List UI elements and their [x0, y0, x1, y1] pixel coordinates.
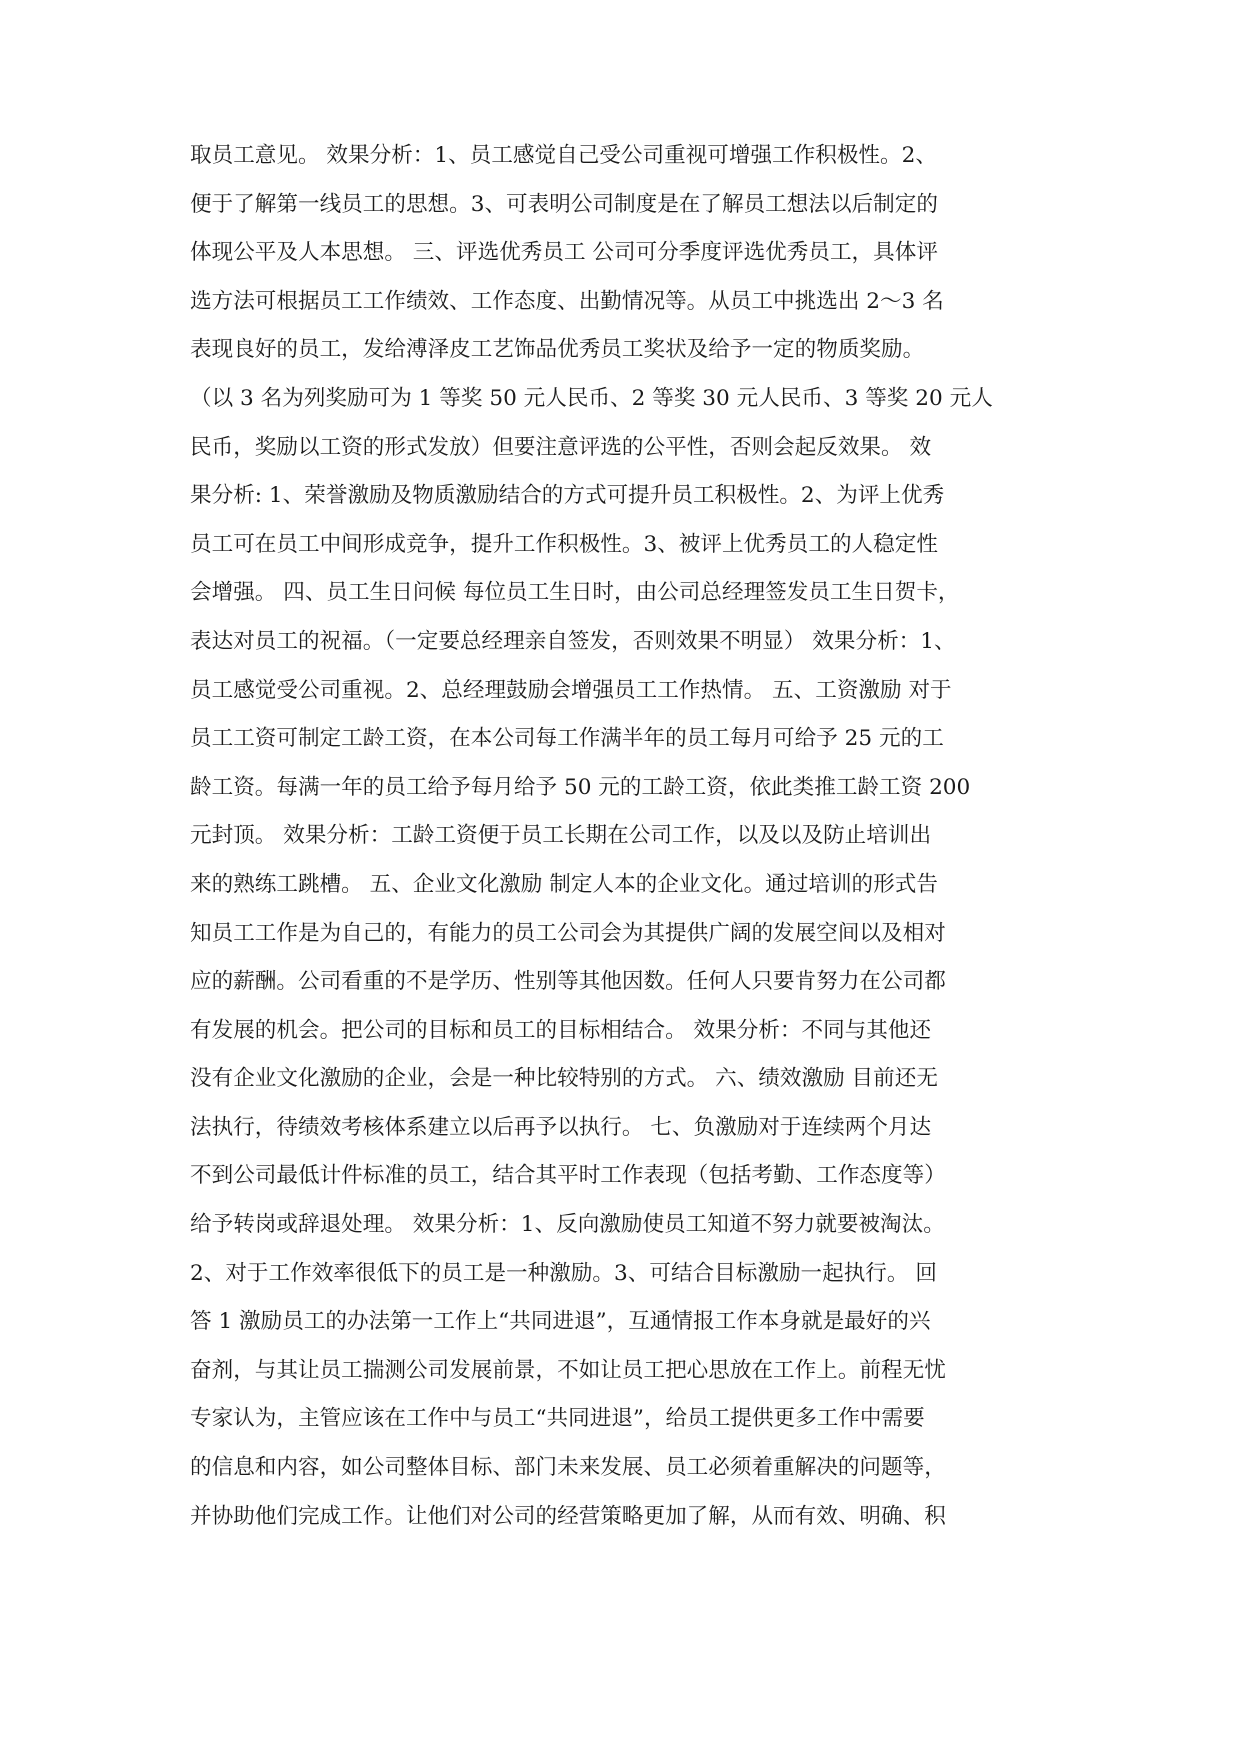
text-line: 表现良好的员工，发给溥泽皮工艺饰品优秀员工奖状及给予一定的物质奖励。	[190, 337, 925, 363]
text-line: 不到公司最低计件标准的员工，结合其平时工作表现（包括考勤、工作态度等）	[190, 1163, 946, 1189]
text-line: 员工可在员工中间形成竞争，提升工作积极性。3、被评上优秀员工的人稳定性	[190, 531, 938, 557]
body-text	[190, 132, 1070, 1541]
text-line: 表达对员工的祝福。（一定要总经理亲自签发，否则效果不明显） 效果分析：1、	[190, 628, 956, 654]
text-line: 法执行，待绩效考核体系建立以后再予以执行。 七、负激励对于连续两个月达	[190, 1114, 932, 1140]
text-line: 答 1 激励员工的办法第一工作上“共同进退”，互通情报工作本身就是最好的兴	[190, 1309, 931, 1335]
text-line: 取员工意见。 效果分析：1、员工感觉自己受公司重视可增强工作积极性。2、	[190, 143, 937, 168]
text-line: 便于了解第一线员工的思想。3、可表明公司制度是在了解员工想法以后制定的	[190, 191, 938, 217]
text-line: 元封顶。 效果分析：工龄工资便于员工长期在公司工作，以及以及防止培训出	[190, 823, 932, 849]
text-line: 给予转岗或辞退处理。 效果分析：1、反向激励使员工知道不努力就要被淘汰。	[190, 1212, 945, 1238]
text-line: 应的薪酬。公司看重的不是学历、性别等其他因数。任何人只要肯努力在公司都	[190, 969, 946, 995]
text-line: 民币，奖励以工资的形式发放）但要注意评选的公平性，否则会起反效果。 效	[190, 434, 932, 460]
text-line: 专家认为，主管应该在工作中与员工“共同进退”，给员工提供更多工作中需要	[190, 1406, 925, 1432]
text-line: 龄工资。每满一年的员工给予每月给予 50 元的工龄工资，依此类推工龄工资 200	[190, 774, 971, 800]
text-line: （以 3 名为列奖励可为 1 等奖 50 元人民币、2 等奖 30 元人民币、3 等奖 20 元人	[190, 385, 993, 411]
text-line: 并协助他们完成工作。让他们对公司的经营策略更加了解，从而有效、明确、积	[190, 1503, 946, 1529]
text-line: 有发展的机会。把公司的目标和员工的目标相结合。 效果分析：不同与其他还	[190, 1017, 932, 1043]
text-line: 2、对于工作效率很低下的员工是一种激励。3、可结合目标激励一起执行。 回	[190, 1260, 937, 1286]
text-line: 果分析: 1、荣誉激励及物质激励结合的方式可提升员工积极性。2、为评上优秀	[190, 483, 945, 509]
text-line: 员工感觉受公司重视。2、总经理鼓励会增强员工工作热情。 五、工资激励 对于	[190, 677, 952, 703]
text-line: 会增强。 四、员工生日问候 每位员工生日时，由公司总经理签发员工生日贺卡，	[190, 580, 960, 606]
text-line: 知员工工作是为自己的，有能力的员工公司会为其提供广阔的发展空间以及相对	[190, 920, 946, 946]
text-line: 的信息和内容，如公司整体目标、部门未来发展、员工必须着重解决的问题等，	[190, 1455, 946, 1481]
text-line: 员工工资可制定工龄工资，在本公司每工作满半年的员工每月可给予 25 元的工	[190, 726, 944, 752]
text-line: 选方法可根据员工工作绩效、工作态度、出勤情况等。从员工中挑选出 2～3 名	[190, 288, 944, 314]
text-line: 没有企业文化激励的企业，会是一种比较特别的方式。 六、绩效激励 目前还无	[190, 1066, 938, 1092]
text-line: 奋剂，与其让员工揣测公司发展前景，不如让员工把心思放在工作上。前程无忧	[190, 1357, 946, 1383]
text-line: 来的熟练工跳槽。 五、企业文化激励 制定人本的企业文化。通过培训的形式告	[190, 871, 938, 897]
text-line: 体现公平及人本思想。 三、评选优秀员工 公司可分季度评选优秀员工，具体评	[190, 240, 938, 266]
